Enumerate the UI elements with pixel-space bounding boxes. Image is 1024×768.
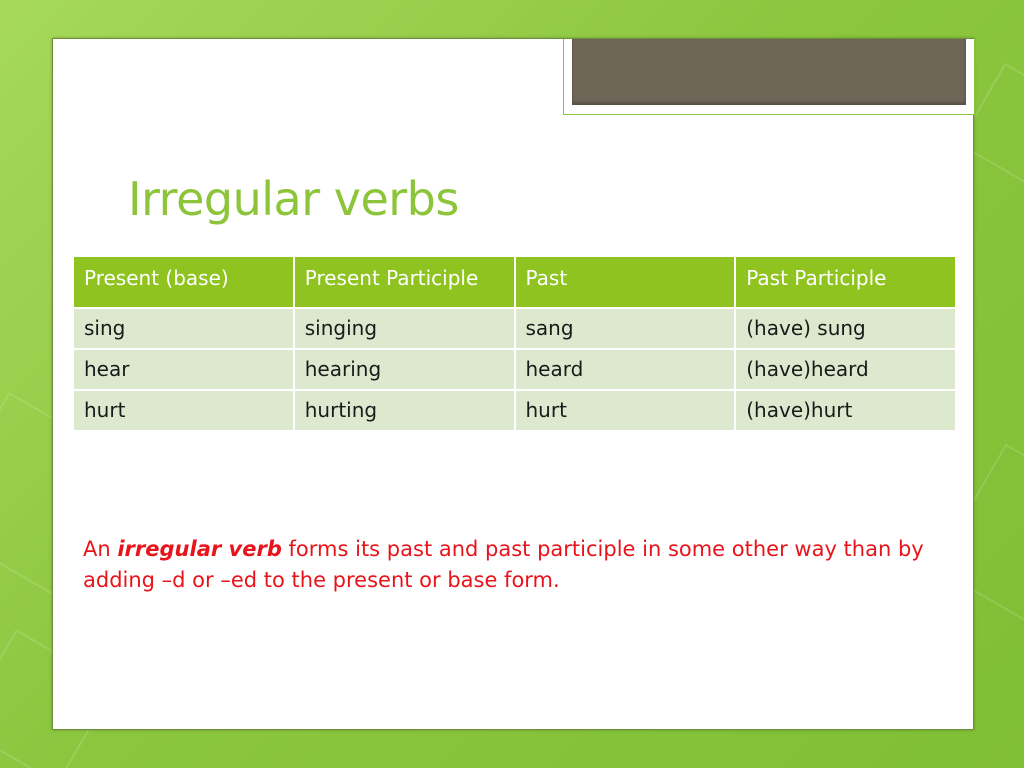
table-cell: (have)heard <box>735 349 956 390</box>
table-cell: (have)hurt <box>735 390 956 431</box>
table-row <box>73 349 956 390</box>
table-cell: (have) sung <box>735 308 956 349</box>
definition-term: irregular verb <box>117 537 282 561</box>
table-cell: sang <box>515 308 736 349</box>
header-cell-present-base: Present (base) <box>73 256 294 308</box>
title-tab-bar <box>572 39 966 105</box>
table-cell: hurt <box>515 390 736 431</box>
definition-body: forms its past and past participle in some other way than by adding –d or –ed to the present or base form. <box>83 537 924 592</box>
table-row <box>73 308 956 349</box>
table-cell: hear <box>73 349 294 390</box>
definition-text <box>83 534 943 596</box>
table-cell: singing <box>294 308 515 349</box>
definition-prefix: An <box>83 537 118 561</box>
header-cell-past: Past <box>515 256 736 308</box>
header-cell-present-participle: Present Participle <box>294 256 515 308</box>
table-row <box>73 390 956 431</box>
table-cell: hearing <box>294 349 515 390</box>
table-cell: hurt <box>73 390 294 431</box>
verb-table <box>72 255 957 432</box>
title-tab <box>563 39 975 115</box>
table-cell: sing <box>73 308 294 349</box>
slide-title: Irregular verbs <box>128 172 459 226</box>
table-cell: heard <box>515 349 736 390</box>
header-cell-past-participle: Past Participle <box>735 256 956 308</box>
table-header-row <box>73 256 956 308</box>
table-cell: hurting <box>294 390 515 431</box>
